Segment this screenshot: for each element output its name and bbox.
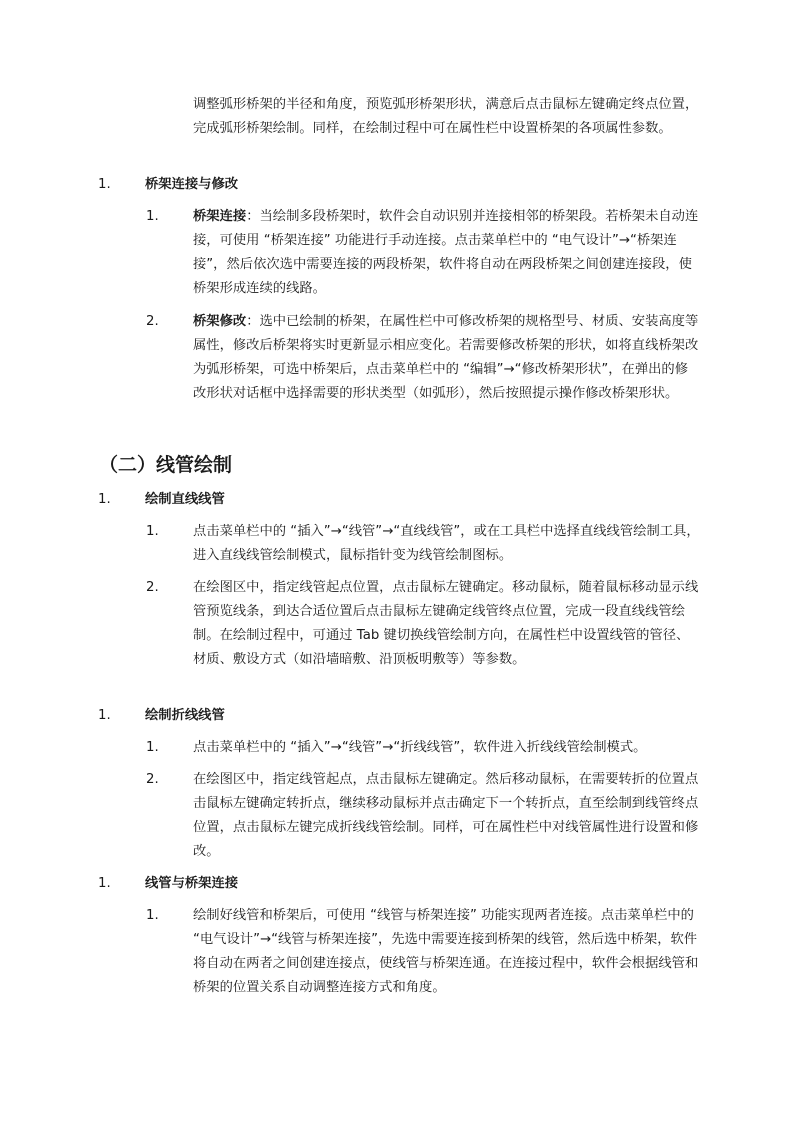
heading-tray-connect-modify: 桥架连接与修改 [145,177,239,192]
heading-number: 1. [98,876,111,891]
item-number: 1. [146,908,159,923]
section-title: （二）线管绘制 [99,454,233,476]
tray-modify-paragraph [193,310,701,406]
polyline-step2-paragraph: 在绘图区中，指定线管起点，点击鼠标左键确定。然后移动鼠标，在需要转折的位置点击鼠标左键确定转折点，继续移动鼠标并点击确定下一个转折点，直至绘制到线管终点位置，点击鼠标左键完成折线线管绘制。同样，可在属性栏中对线管属性进行设置和修改。 [193,772,699,859]
paragraph-text: ：选中已绘制的桥架，在属性栏中可修改桥架的规格型号、材质、安装高度等属性，修改后桥架将实时更新显示相应变化。若需要修改桥架的形状，如将直线桥架改为弧形桥架，可选中桥架后，点击菜单栏中的 “编辑”→“修改桥架形状”，在弹出的修改形状对话框中选择需要的形状类型（如弧形），然后按照提示操作修改桥架形状。 [193,314,699,401]
heading-straight-conduit: 绘制直线线管 [145,492,225,507]
item-number: 2. [146,772,159,787]
tray-connect-paragraph [193,205,701,301]
heading-conduit-tray-connect: 线管与桥架连接 [145,876,239,891]
straight-step1-paragraph: 点击菜单栏中的 “插入”→“线管”→“直线线管”，或在工具栏中选择直线线管绘制工具，进入直线线管绘制模式，鼠标指针变为线管绘制图标。 [193,524,700,563]
conduit-tray-paragraph: 绘制好线管和桥架后，可使用 “线管与桥架连接” 功能实现两者连接。点击菜单栏中的 “电气设计”→“线管与桥架连接”，先选中需要连接到桥架的线管，然后选中桥架，软件将自动在两者之间创建连接点，使线管与桥架连通。在连接过程中，软件会根据线管和桥架的位置关系自动调整连接方式和角度。 [193,908,699,995]
heading-number: 1. [98,708,111,723]
heading-polyline-conduit: 绘制折线线管 [145,708,225,723]
bold-lead: 桥架修改 [193,314,247,329]
item-number: 1. [146,209,159,224]
item-number: 2. [146,314,159,329]
straight-step2-paragraph: 在绘图区中，指定线管起点位置，点击鼠标左键确定。移动鼠标，随着鼠标移动显示线管预览线条，到达合适位置后点击鼠标左键确定线管终点位置，完成一段直线线管绘制。在绘制过程中，可通过 Tab 键切换线管绘制方向，在属性栏中设置线管的管径、材质、敷设方式（如沿墙暗敷、沿顶板明敷等）等参数。 [193,580,699,667]
item-number: 2. [146,580,159,595]
bold-lead: 桥架连接 [193,209,247,224]
heading-number: 1. [98,492,111,507]
paragraph-text: ：当绘制多段桥架时，软件会自动识别并连接相邻的桥架段。若桥架未自动连接，可使用 “桥架连接” 功能进行手动连接。点击菜单栏中的 “电气设计”→“桥架连接”，然后依次选中需要连接的两段桥架，软件将自动在两段桥架之间创建连接段，使桥架形成连续的线路。 [193,209,699,296]
item-number: 1. [146,740,159,755]
item-number: 1. [146,524,159,539]
polyline-step1-paragraph: 点击菜单栏中的 “插入”→“线管”→“折线线管”，软件进入折线线管绘制模式。 [193,740,647,755]
heading-number: 1. [98,177,111,192]
continuation-paragraph: 调整弧形桥架的半径和角度，预览弧形桥架形状，满意后点击鼠标左键确定终点位置，完成弧形桥架绘制。同样，在绘制过程中可在属性栏中设置桥架的各项属性参数。 [193,97,699,136]
